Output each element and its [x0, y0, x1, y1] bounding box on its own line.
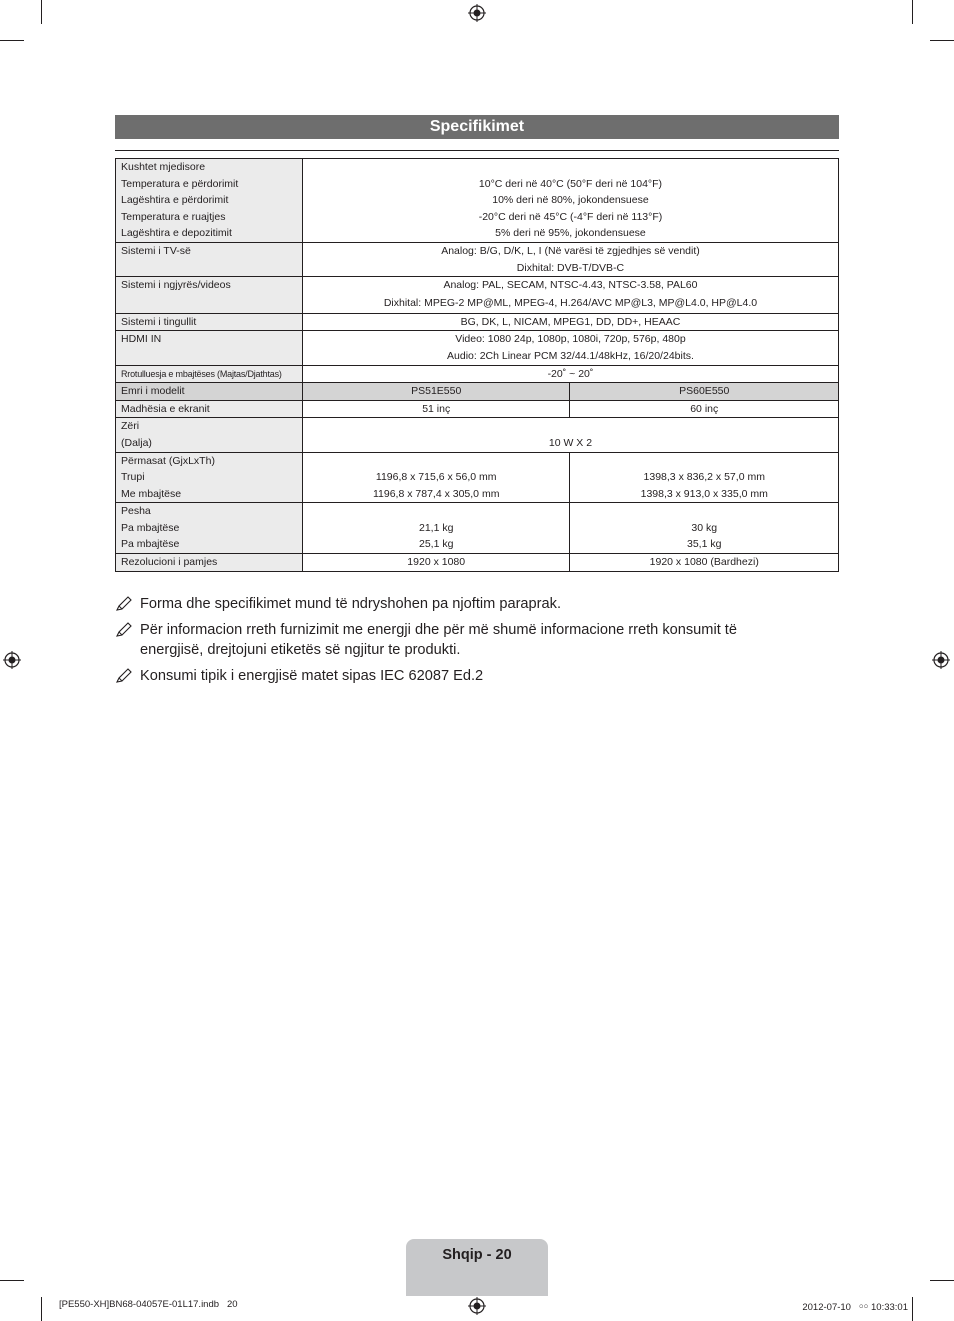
table-row: [116, 365, 839, 383]
label-line: Trupi: [121, 471, 145, 484]
row-label: [116, 503, 303, 554]
row-value: -20˚ ~ 20˚: [302, 365, 838, 383]
row-value: [302, 242, 838, 276]
value-line: Analog: PAL, SECAM, NTSC-4.43, NTSC-3.58, PAL60: [443, 279, 698, 292]
note-text: Forma dhe specifikimet mund të ndryshohen pa njoftim paraprak.: [140, 596, 561, 612]
value-line: 10°C deri në 40°C (50°F deri në 104°F): [478, 177, 663, 190]
value-line: 10% deri në 80%, jokondensuese: [492, 194, 649, 207]
crop-mark: [930, 40, 954, 41]
table-row: [116, 159, 839, 243]
row-label: HDMI IN: [116, 331, 303, 365]
table-row: [116, 418, 839, 452]
label-line: Përmasat (GjxLxTh): [121, 454, 215, 467]
label-line: Me mbajtëse: [121, 487, 182, 500]
note-text: Konsumi tipik i energjisë matet sipas IEC 62087 Ed.2: [140, 668, 484, 684]
label-line: Pa mbajtëse: [121, 521, 180, 534]
row-label: [116, 418, 303, 452]
value-a: 1920 x 1080: [302, 554, 570, 572]
label-line: Zëri: [121, 420, 140, 433]
label-line: Pa mbajtëse: [121, 538, 180, 551]
label-line: Kushtet mjedisore: [121, 161, 206, 173]
row-value: [302, 159, 838, 243]
model-b: PS60E550: [570, 383, 839, 401]
crop-mark: [41, 0, 42, 24]
value-line: Audio: 2Ch Linear PCM 32/44.1/48kHz, 16/20/24bits.: [447, 349, 694, 362]
row-label: [116, 452, 303, 503]
table-row: [116, 554, 839, 572]
print-timestamp: 2012-07-10 ￮￮ 10:33:01: [802, 1302, 908, 1313]
value-b: [570, 503, 839, 554]
file-slug: [PE550-XH]BN68-04057E-01L17.indb 20: [59, 1299, 238, 1310]
registration-mark-icon: [3, 651, 21, 669]
label-line: Pesha: [121, 505, 151, 518]
value-line: 5% deri në 95%, jokondensuese: [495, 227, 646, 240]
row-label: Sistemi i ngjyrës/videos: [116, 277, 303, 314]
value-line: 25,1 kg: [418, 538, 454, 551]
note-item: [115, 594, 795, 614]
value-a: 51 inç: [302, 400, 570, 418]
crop-mark: [0, 40, 24, 41]
value-line: 1196,8 x 787,4 x 305,0 mm: [372, 487, 500, 500]
table-row: [116, 331, 839, 365]
crop-mark: [912, 0, 913, 24]
page-number: Shqip - 20: [442, 1247, 512, 1263]
value-line: 35,1 kg: [687, 538, 722, 551]
value-line: 1196,8 x 715,6 x 56,0 mm: [375, 471, 497, 484]
value-line: -20°C deri në 45°C (-4°F deri në 113°F): [478, 210, 663, 223]
row-value: BG, DK, L, NICAM, MPEG1, DD, DD+, HEAAC: [302, 313, 838, 331]
value-line: Dixhital: MPEG-2 MP@ML, MPEG-4, H.264/AVC MP@L3, MP@L4.0, HP@L4.0: [383, 296, 758, 309]
note-item: [115, 666, 795, 686]
crop-mark: [0, 1280, 24, 1281]
row-value: [302, 331, 838, 365]
value-a: [302, 503, 570, 554]
note-item: [115, 620, 795, 660]
label-line: Rrotulluesja e mbajtëses (Majtas/Djathtas): [121, 368, 282, 379]
row-value: [302, 277, 838, 314]
table-row: [116, 452, 839, 503]
row-label: Rezolucioni i pamjes: [116, 554, 303, 572]
value-b: 60 inç: [570, 400, 839, 418]
value-a: [302, 452, 570, 503]
registration-mark-icon: [468, 4, 486, 22]
crop-mark: [930, 1280, 954, 1281]
divider: [115, 150, 839, 151]
value-line: 1398,3 x 913,0 x 335,0 mm: [640, 487, 768, 500]
pencil-note-icon: [115, 668, 133, 684]
registration-mark-icon: [468, 1297, 486, 1315]
value-line: 1398,3 x 836,2 x 57,0 mm: [643, 471, 765, 484]
model-a: PS51E550: [302, 383, 570, 401]
label-line: Temperatura e ruajtjes: [121, 210, 226, 223]
table-row: [116, 242, 839, 276]
row-label: Sistemi i TV-së: [116, 242, 303, 276]
note-text: Për informacion rreth furnizimit me energji dhe për më shumë informacione rreth konsumit të energjisë, drejtojuni etiketës së ngjitur te produkti.: [140, 622, 737, 658]
section-title: Specifikimet: [115, 115, 839, 139]
page-number-tab: [406, 1239, 548, 1296]
table-row: [116, 400, 839, 418]
crop-mark: [41, 1297, 42, 1321]
value-b: 1920 x 1080 (Bardhezi): [570, 554, 839, 572]
label-line: Lagështira e depozitimit: [121, 227, 232, 240]
label-line: Lagështira e përdorimit: [121, 194, 229, 207]
row-label: [116, 159, 303, 243]
table-row: [116, 503, 839, 554]
value-line: Analog: B/G, D/K, L, I (Në varësi të zgjedhjes së vendit): [441, 244, 700, 257]
value-b: [570, 452, 839, 503]
crop-mark: [912, 1297, 913, 1321]
value-line: Video: 1080 24p, 1080p, 1080i, 720p, 576p, 480p: [455, 333, 686, 346]
value-line: 30 kg: [691, 521, 718, 534]
label-line: Temperatura e përdorimit: [121, 177, 239, 190]
row-label: [116, 365, 303, 383]
row-label: Sistemi i tingullit: [116, 313, 303, 331]
table-row: [116, 313, 839, 331]
pencil-note-icon: [115, 622, 133, 638]
row-value: 10 W X 2: [302, 418, 838, 452]
row-label: Madhësia e ekranit: [116, 400, 303, 418]
table-row: [116, 277, 839, 314]
pencil-note-icon: [115, 596, 133, 612]
label-line: (Dalja): [121, 436, 152, 449]
table-row: [116, 383, 839, 401]
row-label: Emri i modelit: [116, 383, 303, 401]
value-line: Dixhital: DVB-T/DVB-C: [516, 261, 625, 274]
specifications-table: [115, 158, 839, 572]
notes-list: [115, 594, 795, 692]
registration-mark-icon: [932, 651, 950, 669]
value-line: 21,1 kg: [418, 521, 454, 534]
